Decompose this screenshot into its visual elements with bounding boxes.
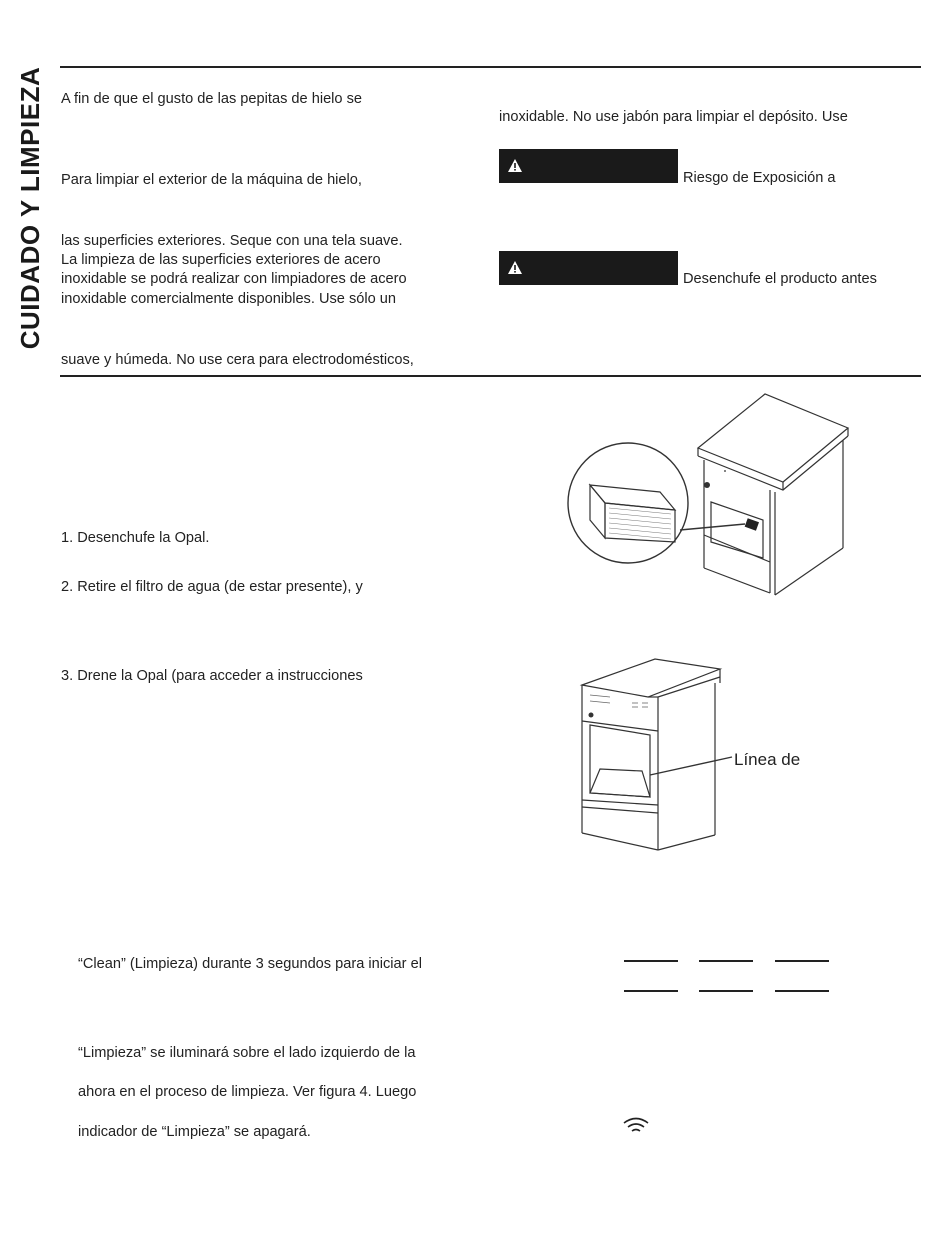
wifi-icon bbox=[622, 1116, 650, 1136]
top-rule bbox=[60, 66, 921, 68]
paragraph-no-soap: inoxidable. No use jabón para limpiar el depósito. Use bbox=[499, 109, 848, 125]
clean-light-instruction: “Limpieza” se iluminará sobre el lado izquierdo de la bbox=[78, 1045, 416, 1061]
warning-triangle-icon bbox=[507, 158, 523, 173]
middle-rule bbox=[60, 375, 921, 377]
panel-line bbox=[775, 960, 829, 962]
warning-banner-1 bbox=[499, 149, 678, 183]
water-line-label: Línea de bbox=[734, 750, 801, 769]
step-1: 1. Desenchufe la Opal. bbox=[61, 530, 210, 546]
paragraph-no-wax: suave y húmeda. No use cera para electrodomésticos, bbox=[61, 352, 414, 368]
paragraph-clean-exterior: Para limpiar el exterior de la máquina de hielo, bbox=[61, 172, 362, 188]
warning-triangle-icon bbox=[507, 260, 523, 275]
paragraph-line-1: las superficies exteriores. Seque con una tela suave. bbox=[61, 233, 403, 249]
panel-line bbox=[699, 960, 753, 962]
panel-line bbox=[699, 990, 753, 992]
step-2: 2. Retire el filtro de agua (de estar presente), y bbox=[61, 579, 363, 595]
step-3: 3. Drene la Opal (para acceder a instrucciones bbox=[61, 668, 363, 684]
clean-hold-instruction: “Clean” (Limpieza) durante 3 segundos para iniciar el bbox=[78, 956, 422, 972]
clean-indicator-off: indicador de “Limpieza” se apagará. bbox=[78, 1124, 311, 1140]
panel-line bbox=[624, 990, 678, 992]
clean-process-instruction: ahora en el proceso de limpieza. Ver figura 4. Luego bbox=[78, 1084, 417, 1100]
paragraph-line-2: La limpieza de las superficies exteriores de acero bbox=[61, 252, 381, 268]
paragraph-line-4: inoxidable comercialmente disponibles. Use sólo un bbox=[61, 291, 397, 307]
panel-line bbox=[624, 960, 678, 962]
figure-ice-maker-filter bbox=[565, 390, 855, 605]
warning-1-text: Riesgo de Exposición a bbox=[683, 170, 836, 186]
paragraph-line-3: inoxidable se podrá realizar con limpiadores de acero bbox=[61, 271, 407, 287]
section-title: CUIDADO Y LIMPIEZA bbox=[15, 66, 45, 350]
panel-line bbox=[775, 990, 829, 992]
paragraph-ice-taste: A fin de que el gusto de las pepitas de hielo se bbox=[61, 91, 363, 107]
warning-2-text: Desenchufe el producto antes bbox=[683, 271, 877, 287]
warning-banner-2 bbox=[499, 251, 678, 285]
